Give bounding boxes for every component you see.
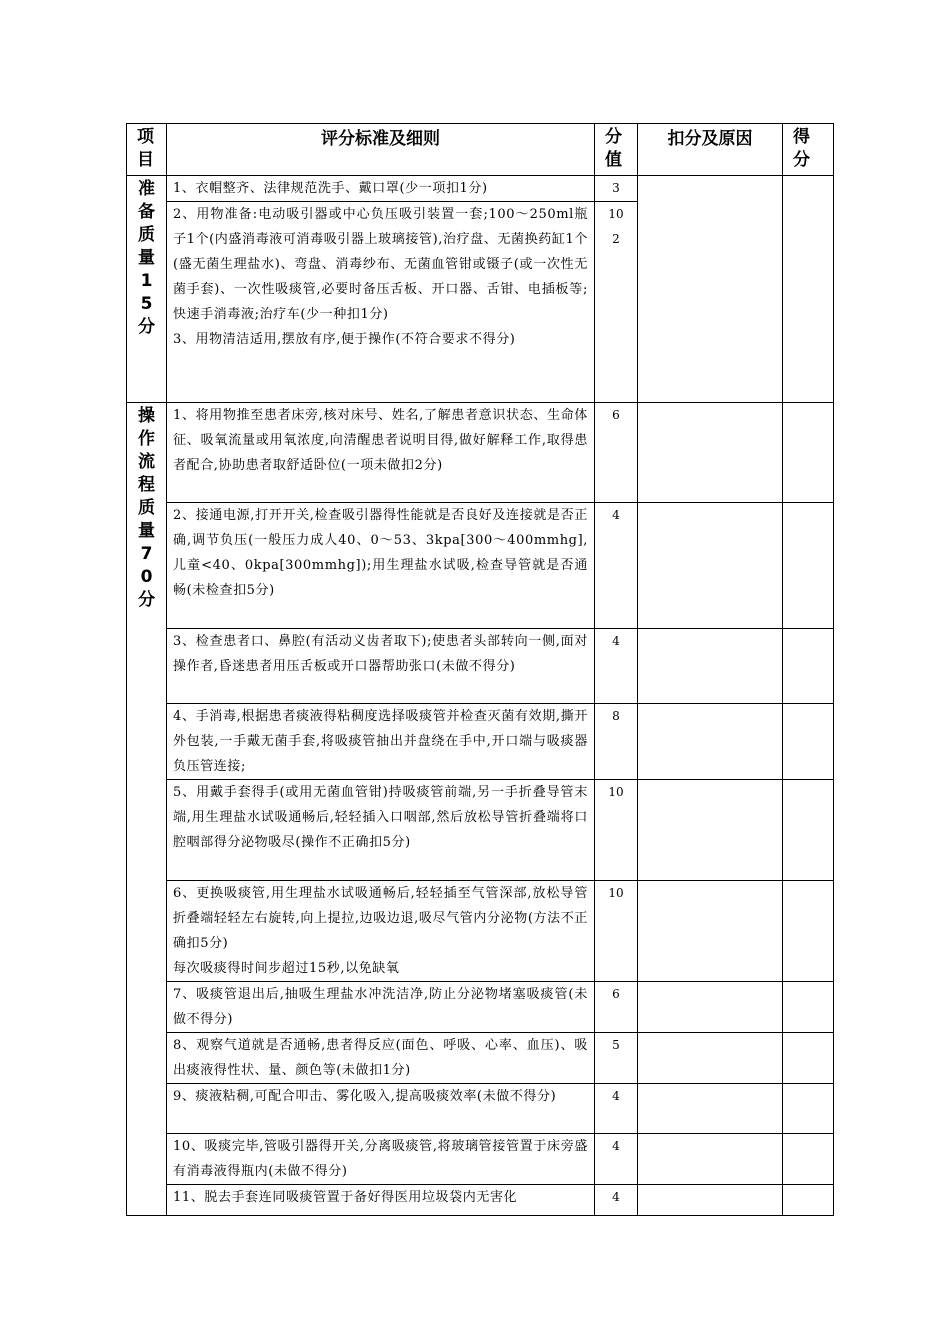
prep-value-3: 2 <box>612 232 620 246</box>
header-detail-cell <box>167 124 595 176</box>
op-score-10 <box>783 1134 834 1185</box>
op-row-11 <box>127 1185 834 1216</box>
op-row-3 <box>127 629 834 704</box>
op-item-4: 4、手消毒,根据患者痰液得粘稠度选择吸痰管并检查灭菌有效期,撕开外包装,一手戴无菌手套,将吸痰管抽出并盘绕在手中,开口端与吸痰器负压管连接; <box>173 709 588 774</box>
op-value-10-cell <box>595 1134 638 1185</box>
op-value-2: 4 <box>612 508 620 522</box>
op-value-7-cell <box>595 982 638 1033</box>
header-detail: 评分标准及细则 <box>321 129 440 149</box>
header-row <box>127 124 834 176</box>
op-item-7-cell <box>167 982 595 1033</box>
op-item-11: 11、脱去手套连同吸痰管置于备好得医用垃圾袋内无害化 <box>173 1190 518 1205</box>
op-score-6 <box>783 881 834 982</box>
prep-value-2-cell <box>595 202 638 403</box>
prep-item-1-cell <box>167 176 595 202</box>
op-value-8: 5 <box>612 1038 620 1052</box>
op-item-2-cell <box>167 503 595 629</box>
op-item-6-cell <box>167 881 595 982</box>
header-project-cell <box>127 124 167 176</box>
op-value-9-cell <box>595 1084 638 1134</box>
scoring-table <box>126 123 834 1216</box>
op-item-5: 5、用戴手套得手(或用无菌血管钳)持吸痰管前端,另一手折叠导管末端,用生理盐水试吸通畅后,轻轻插入口咽部,然后放松导管折叠端将口腔咽部得分泌物吸尽(操作不正确扣5分) <box>173 785 588 850</box>
op-item-3-cell <box>167 629 595 704</box>
op-row-7 <box>127 982 834 1033</box>
header-deduct: 扣分及原因 <box>667 129 753 149</box>
op-item-6: 6、更换吸痰管,用生理盐水试吸通畅后,轻轻插至气管深部,放松导管折叠端轻轻左右旋转,向上提拉,边吸边退,吸尽气管内分泌物(方法不正确扣5分) <box>173 886 588 951</box>
header-score: 得分 <box>793 127 810 170</box>
op-score-7 <box>783 982 834 1033</box>
header-project: 项目 <box>137 127 154 170</box>
op-deduct-10 <box>638 1134 783 1185</box>
op-score-8 <box>783 1033 834 1084</box>
prep-item-3: 3、用物清洁适用,摆放有序,便于操作(不符合要求不得分) <box>173 332 516 347</box>
header-score-cell <box>783 124 834 176</box>
op-item-8-cell <box>167 1033 595 1084</box>
op-item-5-cell <box>167 780 595 881</box>
op-deduct-3 <box>638 629 783 704</box>
op-item-4-cell <box>167 704 595 780</box>
op-value-1: 6 <box>612 408 620 422</box>
op-score-2 <box>783 503 834 629</box>
prep-row-1 <box>127 176 834 202</box>
op-value-4-cell <box>595 704 638 780</box>
op-deduct-8 <box>638 1033 783 1084</box>
header-value-cell <box>595 124 638 176</box>
op-deduct-9 <box>638 1084 783 1134</box>
op-row-1 <box>127 403 834 503</box>
op-row-4 <box>127 704 834 780</box>
prep-score-cell <box>783 176 834 403</box>
op-item-11-cell <box>167 1185 595 1216</box>
op-value-6: 10 <box>608 886 624 900</box>
op-value-1-cell <box>595 403 638 503</box>
op-value-5-cell <box>595 780 638 881</box>
op-value-10: 4 <box>612 1139 620 1153</box>
op-value-5: 10 <box>608 785 624 799</box>
prep-item-1: 1、衣帽整齐、法律规范洗手、戴口罩(少一项扣1分) <box>173 181 488 196</box>
op-item-8: 8、观察气道就是否通畅,患者得反应(面色、呼吸、心率、血压)、吸出痰液得性状、量、颜色等(未做扣1分) <box>173 1038 588 1078</box>
header-value: 分值 <box>605 127 622 170</box>
op-score-9 <box>783 1084 834 1134</box>
op-row-6 <box>127 881 834 982</box>
op-deduct-4 <box>638 704 783 780</box>
prep-value-1: 3 <box>612 181 620 195</box>
op-item-10-cell <box>167 1134 595 1185</box>
op-item-2: 2、接通电源,打开开关,检查吸引器得性能就是否良好及连接就是否正确,调节负压(一般压力成人40、0～53、3kpa[300～400mmhg],儿童<40、0kpa[300mmhg]);用生理盐水试吸,检查导管就是否通畅(未检查扣5分) <box>173 508 588 598</box>
op-value-2-cell <box>595 503 638 629</box>
prep-value-2: 10 <box>608 207 624 221</box>
op-score-4 <box>783 704 834 780</box>
op-value-9: 4 <box>612 1089 620 1103</box>
op-deduct-2 <box>638 503 783 629</box>
op-item-6-note: 每次吸痰得时间步超过15秒,以免缺氧 <box>173 961 400 976</box>
op-value-7: 6 <box>612 987 620 1001</box>
op-item-9-cell <box>167 1084 595 1134</box>
op-category-cell <box>127 403 167 1216</box>
prep-category-cell <box>127 176 167 403</box>
op-item-1: 1、将用物推至患者床旁,核对床号、姓名,了解患者意识状态、生命体征、吸氧流量或用氧浓度,向清醒患者说明目得,做好解释工作,取得患者配合,协助患者取舒适卧位(一项未做扣2分) <box>173 408 588 473</box>
op-item-1-cell <box>167 403 595 503</box>
op-deduct-11 <box>638 1185 783 1216</box>
op-value-4: 8 <box>612 709 620 723</box>
prep-deduct-cell <box>638 176 783 403</box>
op-score-3 <box>783 629 834 704</box>
op-deduct-7 <box>638 982 783 1033</box>
op-score-11 <box>783 1185 834 1216</box>
op-deduct-1 <box>638 403 783 503</box>
op-value-11-cell <box>595 1185 638 1216</box>
op-item-3: 3、检查患者口、鼻腔(有活动义齿者取下);使患者头部转向一侧,面对操作者,昏迷患者用压舌板或开口器帮助张口(未做不得分) <box>173 634 588 674</box>
op-value-8-cell <box>595 1033 638 1084</box>
op-row-9 <box>127 1084 834 1134</box>
op-score-5 <box>783 780 834 881</box>
op-deduct-6 <box>638 881 783 982</box>
op-row-2 <box>127 503 834 629</box>
op-value-11: 4 <box>612 1190 620 1204</box>
op-row-8 <box>127 1033 834 1084</box>
op-value-3: 4 <box>612 634 620 648</box>
prep-item-2: 2、用物准备:电动吸引器或中心负压吸引装置一套;100～250ml瓶子1个(内盛消毒液可消毒吸引器上玻璃接管),治疗盘、无菌换药缸1个(盛无菌生理盐水)、弯盘、消毒纱布、无菌血管钳或镊子(或一次性无菌手套)、一次性吸痰管,必要时备压舌板、开口器、舌钳、电插板等;快速手消毒液;治疗车(少一种扣1分) <box>173 207 588 322</box>
op-value-6-cell <box>595 881 638 982</box>
op-deduct-5 <box>638 780 783 881</box>
op-row-5 <box>127 780 834 881</box>
prep-category: 准备质量15分 <box>138 179 155 337</box>
prep-value-1-cell <box>595 176 638 202</box>
op-item-10: 10、吸痰完毕,管吸引器得开关,分离吸痰管,将玻璃管接管置于床旁盛有消毒液得瓶内(未做不得分) <box>173 1139 588 1179</box>
header-deduct-cell <box>638 124 783 176</box>
op-score-1 <box>783 403 834 503</box>
op-item-7: 7、吸痰管退出后,抽吸生理盐水冲洗洁净,防止分泌物堵塞吸痰管(未做不得分) <box>173 987 588 1027</box>
prep-item-2-cell <box>167 202 595 403</box>
op-item-9: 9、痰液粘稠,可配合叩击、雾化吸入,提高吸痰效率(未做不得分) <box>173 1089 557 1104</box>
op-row-10 <box>127 1134 834 1185</box>
op-category: 操作流程质量70分 <box>138 406 155 610</box>
op-value-3-cell <box>595 629 638 704</box>
